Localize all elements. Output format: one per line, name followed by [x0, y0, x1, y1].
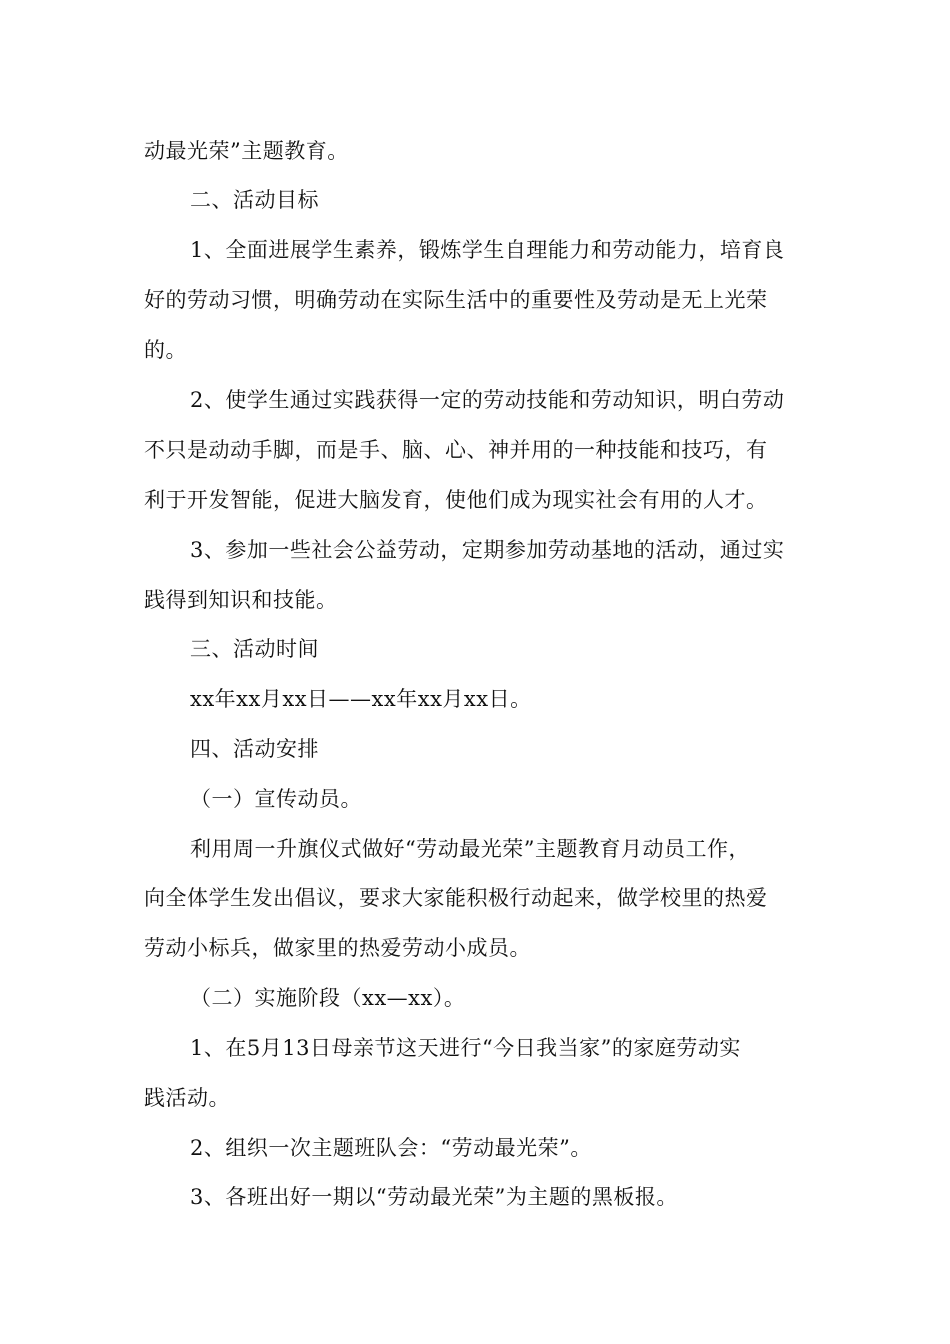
implementation-item-1-line-2: 践活动。 [144, 1086, 230, 1110]
publicity-line-1: 利用周一升旗仪式做好“劳动最光荣”主题教育月动员工作， [190, 837, 750, 861]
goal-1-line-1: 1、全面进展学生素养，锻炼学生自理能力和劳动能力，培育良 [190, 238, 785, 262]
goal-2-line-2: 不只是动动手脚，而是手、脑、心、神并用的一种技能和技巧，有 [144, 438, 768, 462]
subsection-implementation: （二）实施阶段（xx—xx）。 [190, 986, 466, 1010]
section-heading-time: 三、活动时间 [190, 637, 319, 661]
section-heading-goals: 二、活动目标 [190, 188, 319, 212]
publicity-line-3: 劳动小标兵，做家里的热爱劳动小成员。 [144, 936, 531, 960]
text-line-continuation: 动最光荣”主题教育。 [144, 139, 349, 163]
section-heading-arrangement: 四、活动安排 [190, 737, 319, 761]
implementation-item-3: 3、各班出好一期以“劳动最光荣”为主题的黑板报。 [190, 1185, 678, 1209]
implementation-item-1-line-1: 1、在5月13日母亲节这天进行“今日我当家”的家庭劳动实 [190, 1036, 741, 1060]
activity-date-range: xx年xx月xx日——xx年xx月xx日。 [190, 687, 532, 711]
goal-1-line-3: 的。 [144, 338, 187, 362]
goal-3-line-2: 践得到知识和技能。 [144, 588, 338, 612]
goal-2-line-3: 利于开发智能，促进大脑发育，使他们成为现实社会有用的人才。 [144, 488, 768, 512]
goal-2-line-1: 2、使学生通过实践获得一定的劳动技能和劳动知识，明白劳动 [190, 388, 785, 412]
subsection-publicity: （一）宣传动员。 [190, 787, 362, 811]
implementation-item-2: 2、组织一次主题班队会：“劳动最光荣”。 [190, 1136, 592, 1160]
publicity-line-2: 向全体学生发出倡议，要求大家能积极行动起来，做学校里的热爱 [144, 886, 768, 910]
goal-1-line-2: 好的劳动习惯，明确劳动在实际生活中的重要性及劳动是无上光荣 [144, 288, 768, 312]
goal-3-line-1: 3、参加一些社会公益劳动，定期参加劳动基地的活动，通过实 [190, 538, 785, 562]
